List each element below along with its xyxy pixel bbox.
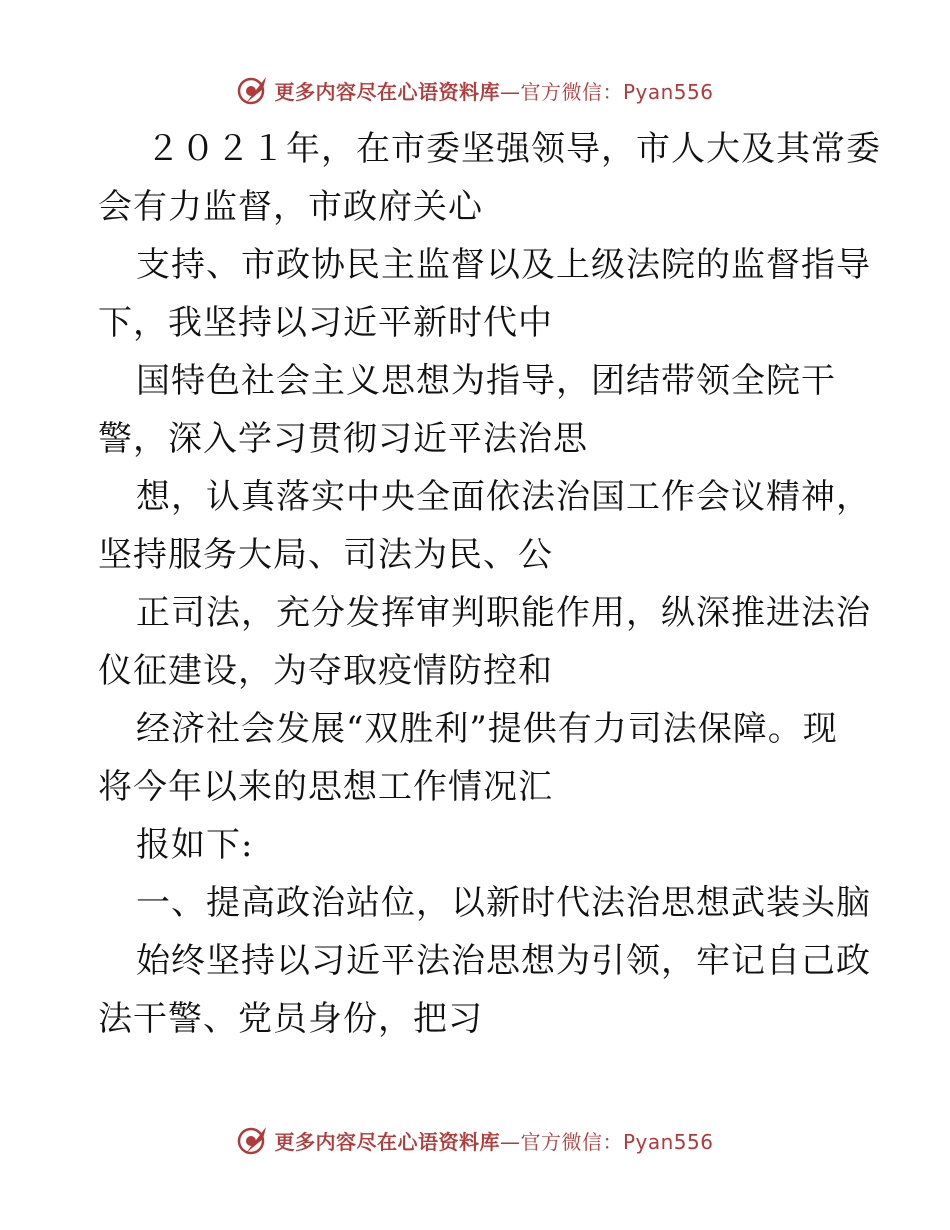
- watermark-separator: —: [499, 1129, 521, 1154]
- body-line: 正司法，充分发挥审判职能作用，纵深推进法治: [136, 593, 871, 633]
- body-line: 下，我坚持以习近平新时代中: [98, 303, 553, 343]
- watermark-separator: —: [499, 79, 521, 104]
- quill-logo-icon: [236, 73, 270, 107]
- footer-watermark: [0, 1122, 950, 1158]
- body-line: 会有力监督，市政府关心: [98, 187, 483, 227]
- watermark-site-name: 更多内容尽在心语资料库: [274, 1129, 500, 1154]
- body-line: 将今年以来的思想工作情况汇: [98, 767, 553, 807]
- body-line: ２０２１年，在市委坚强领导，市人大及其常委: [146, 129, 881, 169]
- header-watermark: [0, 72, 950, 108]
- quill-logo-icon: [236, 1123, 270, 1157]
- body-line: 仪征建设，为夺取疫情防控和: [98, 651, 553, 691]
- watermark-wechat: 官方微信：Pyan556: [520, 79, 714, 104]
- body-line: 支持、市政协民主监督以及上级法院的监督指导: [136, 245, 871, 285]
- body-line: 想，认真落实中央全面依法治国工作会议精神，: [136, 477, 871, 517]
- watermark-wechat: 官方微信：Pyan556: [520, 1129, 714, 1154]
- body-line: 经济社会发展“双胜利”提供有力司法保障。现: [136, 709, 838, 749]
- body-line: 法干警、党员身份，把习: [98, 999, 483, 1039]
- body-line: 坚持服务大局、司法为民、公: [98, 535, 553, 575]
- body-line: 始终坚持以习近平法治思想为引领，牢记自己政: [136, 941, 871, 981]
- watermark-site-name: 更多内容尽在心语资料库: [274, 79, 500, 104]
- body-line: 国特色社会主义思想为指导，团结带领全院干: [136, 361, 836, 401]
- section-heading: 一、提高政治站位，以新时代法治思想武装头脑: [136, 883, 871, 923]
- body-line: 报如下:: [136, 825, 254, 865]
- document-body: [98, 120, 881, 1048]
- body-line: 警，深入学习贯彻习近平法治思: [98, 419, 588, 459]
